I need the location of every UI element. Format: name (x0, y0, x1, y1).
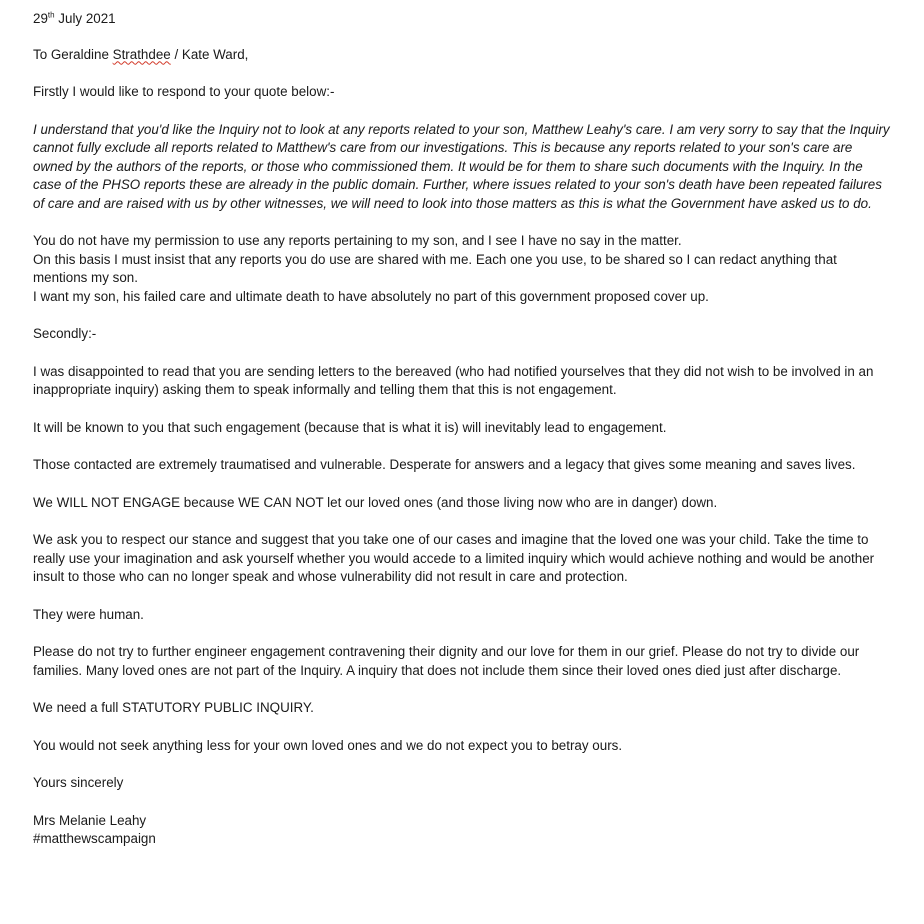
intro-paragraph: Firstly I would like to respond to your quote below:- (33, 84, 335, 99)
date-suffix: th (47, 10, 55, 20)
disappointed-paragraph: I was disappointed to read that you are sending letters to the bereaved (who had notified yourselves that they did not wish to be involved in an inappropriate inquiry) asking them to speak informally and telling them that this is not engagement. (33, 363, 874, 397)
letter-page (33, 10, 893, 849)
statutory-paragraph: We need a full STATUTORY PUBLIC INQUIRY. (33, 700, 314, 715)
betray-paragraph: You would not seek anything less for your own loved ones and we do not expect you to betray ours. (33, 737, 623, 753)
letter-date (33, 10, 893, 29)
salutation-name-misspelled: Strathdee (112, 46, 171, 62)
known-paragraph: It will be known to you that such engagement (because that is what it is) will inevitably lead to engagement. (33, 419, 667, 435)
date-day: 29 (33, 11, 48, 26)
engineer-paragraph: Please do not try to further engineer engagement contravening their dignity and our love for them in our grief. Please do not try to divide our families. Many loved ones are not part of the Inquiry. A inquiry that does not include them since their loved ones died just after discharge. (33, 644, 860, 678)
closing-line: Yours sincerely (33, 775, 124, 790)
will-not-engage-paragraph: We WILL NOT ENGAGE because WE CAN NOT let our loved ones (and those living now who are in danger) down. (33, 494, 718, 510)
respect-paragraph: We ask you to respect our stance and suggest that you take one of our cases and imagine that the loved one was your child. Take the time to really use your imagination and ask yourself whether you would accede to a limited inquiry which would achieve nothing and would be another insult to those who can no longer speak and whose vulnerability did not result in care and protection. (33, 532, 875, 584)
permission-line-3: I want my son, his failed care and ultimate death to have absolutely no part of this government proposed cover up. (33, 288, 709, 304)
salutation-suffix: / Kate Ward, (170, 46, 249, 62)
salutation-prefix: To Geraldine (33, 46, 113, 62)
quoted-paragraph: I understand that you'd like the Inquiry not to look at any reports related to your son, Matthew Leahy's care. I am very sorry to say that the Inquiry cannot fully exclude all reports related to Matthew's care from our investigations. This is because any reports related to your son's care are owned by the authors of the reports, or those who commissioned them. It would be for them to share such documents with the Inquiry. In the case of the PHSO reports these are already in the public domain. Further, where issues related to your son's death have been repeated failures of care and are raised with us by other witnesses, we will need to look into those matters as this is what the Government have asked us to do. (33, 121, 890, 211)
date-rest: July 2021 (54, 11, 116, 26)
human-paragraph: They were human. (33, 606, 144, 622)
signature-hashtag: #matthewscampaign (33, 831, 156, 846)
signature-name: Mrs Melanie Leahy (33, 812, 147, 828)
permission-line-1: You do not have my permission to use any reports pertaining to my son, and I see I have no say in the matter. (33, 233, 682, 248)
permission-line-2: On this basis I must insist that any reports you do use are shared with me. Each one you use, to be shared so I can redact anything that mentions my son. (33, 251, 837, 285)
secondly-heading: Secondly:- (33, 326, 97, 341)
salutation (33, 46, 893, 65)
contacted-paragraph: Those contacted are extremely traumatised and vulnerable. Desperate for answers and a legacy that gives some meaning and saves lives. (33, 457, 856, 472)
